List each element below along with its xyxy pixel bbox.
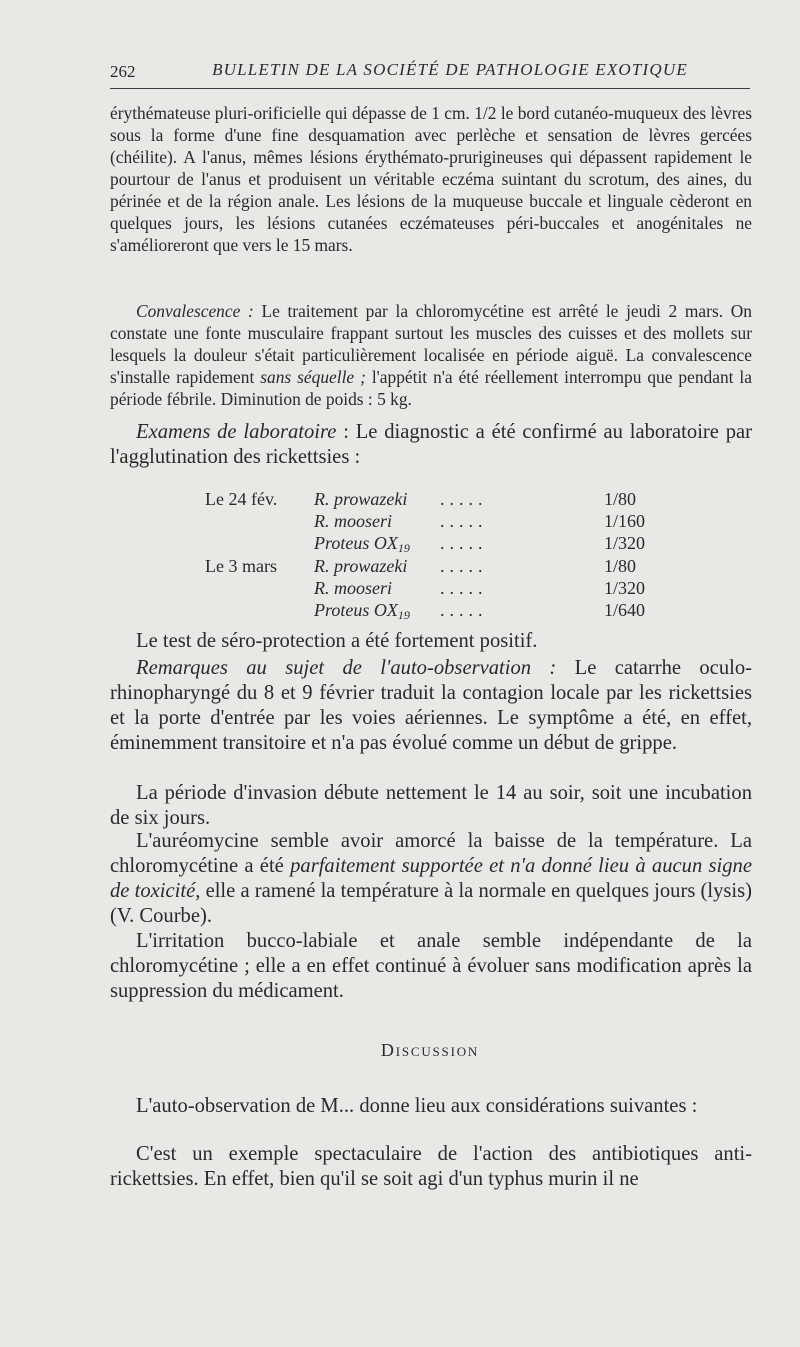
paragraph-lab-intro (110, 420, 752, 470)
paragraph-text: La période d'invasion débute nettement le 14 au soir, soit une incubation de six jours. (110, 782, 752, 829)
paragraph-text: L'irritation bucco-labiale et anale semble indépendante de la chloromycétine ; elle a en effet continué à évoluer sans modification après la suppression du médicament. (110, 930, 752, 1002)
italic-phrase: parfaitement supportée et n'a donné lieu à aucun signe de toxicité (110, 855, 752, 902)
paragraph-text: C'est un exemple spectaculaire de l'action des antibiotiques anti-rickettsies. En effet, bien qu'il se soit agi d'un typhus murin il ne (110, 1143, 752, 1190)
table-organism: R. prowazeki (314, 489, 408, 509)
paragraph-text: érythémateuse pluri-orificielle qui dépasse de 1 cm. 1/2 le bord cutanéo-muqueux des lèvres sous la forme d'une fine desquamation avec perlèche et sensation de lèvres gercées (chéilite). A l'anus, mêmes lésions érythémato-prurigineuses qui dépassent rapidement le pourtour de l'anus et produisent un véritable eczéma suintant du scrotum, des aines, du périnée et de la région anale. Les lésions de la muqueuse buccale et linguale cèderont en quelques jours, les lésions cutanées eczémateuses péri-buccales et anogénitales ne s'amélioreront que vers le 15 mars. (110, 103, 752, 255)
paragraph-text: Le traitement par la chloromycétine est arrêté le jeudi 2 mars. On constate une fonte musculaire frappant surtout les muscles des cuisses et des mollets sur lesquels la douleur s'était particulièrement localisée en période aiguë. La convalescence s'installe rapidement (110, 301, 752, 387)
paragraph-text: Le catarrhe oculo-rhinopharyngé du 8 et 9 février traduit la contagion locale par les rickettsies et la porte d'entrée par les voies aériennes. Le symptôme a été, en effet, éminemment transitoire et n'a pas évolué comme un début de grippe. (110, 657, 752, 754)
table-date: Le 24 fév. (205, 489, 278, 509)
remarks-label: Remarques au sujet de l'auto-observation : (136, 657, 557, 679)
table-titer: 1/80 (604, 489, 637, 509)
table-titer: 1/80 (604, 556, 637, 576)
page-header (110, 58, 750, 89)
table-titer: 1/320 (604, 578, 646, 598)
paragraph-remarks (110, 656, 752, 756)
table-titer: 1/320 (604, 533, 646, 553)
section-heading-discussion: Discussion (380, 1040, 480, 1060)
paragraph-text: l'appétit n'a été réellement interrompu que pendant la période fébrile. Diminution de poids : 5 kg. (110, 367, 752, 409)
paragraph-treatment (110, 829, 752, 929)
lab-exams-label: Examens de laboratoire (136, 421, 337, 443)
page-number: 262 (110, 62, 136, 81)
table-date: Le 3 mars (205, 556, 277, 576)
table-titer: 1/160 (604, 511, 646, 531)
table-organism: Proteus $OX_{19}$ (314, 600, 410, 622)
running-title: BULLETIN DE LA SOCIÉTÉ DE PATHOLOGIE EXOTIQUE (212, 60, 688, 79)
table-organism: R. mooseri (314, 578, 392, 598)
leader-dots: ..... (440, 533, 488, 553)
paragraph-invasion (110, 781, 752, 831)
paragraph-antibiotics (110, 1142, 752, 1192)
table-organism: R. prowazeki (314, 556, 408, 576)
paragraph-text: , elle a ramené la température à la normale en quelques jours (lysis) (V. Courbe). (110, 880, 752, 927)
paragraph-text: : Le diagnostic a été confirmé au laboratoire par l'agglutination des rickettsies : (110, 421, 752, 468)
leader-dots: ..... (440, 511, 488, 531)
table-titer: 1/640 (604, 600, 646, 620)
leader-dots: ..... (440, 556, 488, 576)
leader-dots: ..... (440, 578, 488, 598)
table-organism: Proteus $OX_{19}$ (314, 533, 410, 555)
leader-dots: ..... (440, 489, 488, 509)
table-organism: R. mooseri (314, 511, 392, 531)
paragraph-lesions (110, 102, 752, 256)
paragraph-text: Le test de séro-protection a été fortement positif. (136, 630, 538, 652)
convalescence-label: Convalescence : (136, 301, 254, 321)
paragraph-text: L'auréomycine semble avoir amorcé la baisse de la température. La chloromycétine a été (110, 830, 752, 877)
paragraph-text: L'auto-observation de M... donne lieu aux considérations suivantes : (136, 1095, 698, 1117)
paragraph-irritation (110, 929, 752, 1004)
paragraph-convalescence (110, 300, 752, 410)
paragraph-seroprotection (110, 629, 752, 654)
paragraph-auto-observation (110, 1094, 752, 1119)
leader-dots: ..... (440, 600, 488, 620)
italic-phrase: sans séquelle ; (260, 367, 366, 387)
